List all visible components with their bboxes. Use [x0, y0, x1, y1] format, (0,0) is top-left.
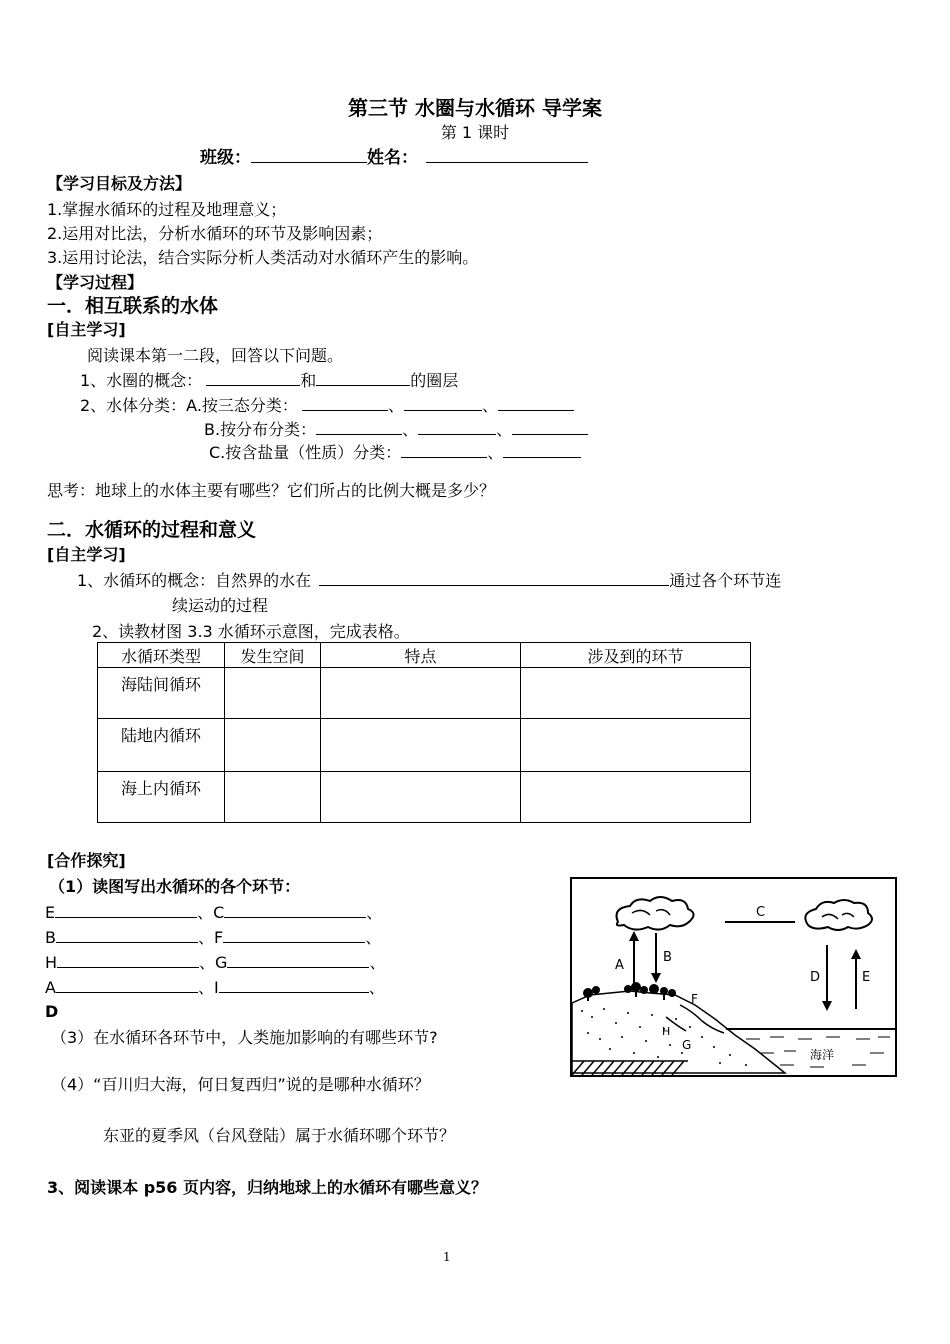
row-label: 海陆间循环	[98, 668, 225, 719]
cycle-letters-row: B 、F 、	[45, 928, 382, 947]
table-instruction: 2、读教材图 3.3 水循环示意图，完成表格。	[92, 622, 410, 641]
process-heading: 【学习过程】	[47, 273, 144, 292]
table-header-cell: 特点	[321, 643, 521, 668]
water-classification-a: 2、水体分类：A.按三态分类： 、 、	[80, 396, 574, 415]
label-a: A	[615, 958, 624, 973]
answer-blank[interactable]	[512, 420, 588, 435]
table-row	[98, 772, 751, 823]
class-field[interactable]	[251, 148, 367, 163]
table-cell[interactable]	[225, 668, 321, 719]
objective-item: 3.运用讨论法，结合实际分析人类活动对水循环产生的影响。	[47, 248, 479, 267]
table-cell[interactable]	[521, 772, 751, 823]
answer-blank[interactable]	[503, 443, 581, 458]
answer-blank[interactable]	[302, 396, 388, 411]
answer-blank[interactable]	[316, 371, 410, 386]
label-e: E	[862, 970, 871, 985]
section2-self-study: [自主学习]	[47, 545, 126, 564]
table-cell[interactable]	[321, 719, 521, 772]
coop-question-1: （1）读图写出水循环的各个环节：	[49, 877, 301, 896]
table-cell[interactable]	[321, 668, 521, 719]
cycle-letters-row: A 、I 、	[45, 978, 385, 997]
think-question: 思考：地球上的水体主要有哪些？它们所占的比例大概是多少？	[47, 481, 496, 500]
cycle-letters-row: E 、C 、	[45, 903, 383, 922]
name-label: 姓名：	[367, 148, 418, 168]
ocean-label: 海洋	[810, 1048, 835, 1062]
table-cell[interactable]	[521, 719, 751, 772]
water-cycle-concept-cont: 续运动的过程	[172, 596, 269, 615]
cycle-letter-d: D	[45, 1002, 59, 1021]
table-cell[interactable]	[225, 719, 321, 772]
table-cell[interactable]	[321, 772, 521, 823]
answer-blank[interactable]	[224, 903, 366, 918]
answer-blank[interactable]	[219, 978, 369, 993]
objectives-heading: 【学习目标及方法】	[47, 174, 192, 193]
significance-question: 3、阅读课本 p56 页内容，归纳地球上的水循环有哪些意义？	[47, 1178, 487, 1197]
label-d: D	[810, 970, 821, 985]
table-cell[interactable]	[521, 668, 751, 719]
section1-intro: 阅读课本第一二段，回答以下问题。	[87, 346, 344, 365]
answer-blank[interactable]	[227, 953, 369, 968]
water-cycle-table	[97, 642, 751, 823]
answer-blank[interactable]	[206, 371, 300, 386]
page-number: 1	[443, 1250, 451, 1264]
answer-blank[interactable]	[404, 396, 482, 411]
answer-blank[interactable]	[223, 928, 365, 943]
name-field[interactable]	[426, 148, 588, 163]
label-b: B	[663, 950, 672, 965]
table-header-cell: 涉及到的环节	[521, 643, 751, 668]
water-cycle-diagram	[570, 877, 897, 1077]
answer-blank[interactable]	[401, 443, 487, 458]
label-f: F	[691, 992, 698, 1006]
table-header-row	[98, 643, 751, 668]
label-g: G	[682, 1038, 692, 1052]
objective-item: 1.掌握水循环的过程及地理意义；	[47, 200, 287, 219]
section1-self-study: [自主学习]	[47, 320, 126, 339]
section2-heading: 二．水循环的过程和意义	[47, 519, 257, 541]
water-classification-b: B.按分布分类： 、 、	[204, 420, 588, 439]
coop-question-4: （4）“百川归大海，何日复西归”说的是哪种水循环？	[51, 1075, 430, 1094]
coop-heading: [合作探究]	[47, 851, 126, 870]
label-c: C	[756, 905, 766, 920]
coop-question-4-cont: 东亚的夏季风（台风登陆）属于水循环哪个环节？	[103, 1126, 456, 1145]
table-header-cell: 水循环类型	[98, 643, 225, 668]
table-cell[interactable]	[225, 772, 321, 823]
lesson-period: 第 1 课时	[440, 123, 510, 142]
answer-blank[interactable]	[498, 396, 574, 411]
table-row	[98, 668, 751, 719]
answer-blank[interactable]	[418, 420, 496, 435]
cycle-letters-row: H 、G 、	[45, 953, 386, 972]
answer-blank[interactable]	[56, 928, 198, 943]
answer-blank[interactable]	[319, 571, 669, 586]
answer-blank[interactable]	[55, 903, 197, 918]
table-row	[98, 719, 751, 772]
label-h: H	[662, 1025, 671, 1038]
objective-item: 2.运用对比法，分析水循环的环节及影响因素；	[47, 224, 383, 243]
answer-blank[interactable]	[56, 978, 198, 993]
section1-heading: 一．相互联系的水体	[47, 295, 219, 317]
coop-question-3: （3）在水循环各环节中，人类施加影响的有哪些环节?	[51, 1028, 438, 1047]
answer-blank[interactable]	[57, 953, 199, 968]
hydrosphere-question: 1、水圈的概念： 和 的圈层	[80, 371, 459, 390]
table-header-cell: 发生空间	[225, 643, 321, 668]
class-label: 班级：	[200, 148, 251, 168]
water-cycle-concept: 1、水循环的概念：自然界的水在 通过各个环节连	[77, 571, 782, 590]
class-name-line	[200, 148, 588, 168]
water-classification-c: C.按含盐量（性质）分类： 、	[209, 443, 581, 462]
row-label: 海上内循环	[98, 772, 225, 823]
page-title: 第三节 水圈与水循环 导学案	[348, 96, 602, 120]
answer-blank[interactable]	[316, 420, 402, 435]
row-label: 陆地内循环	[98, 719, 225, 772]
